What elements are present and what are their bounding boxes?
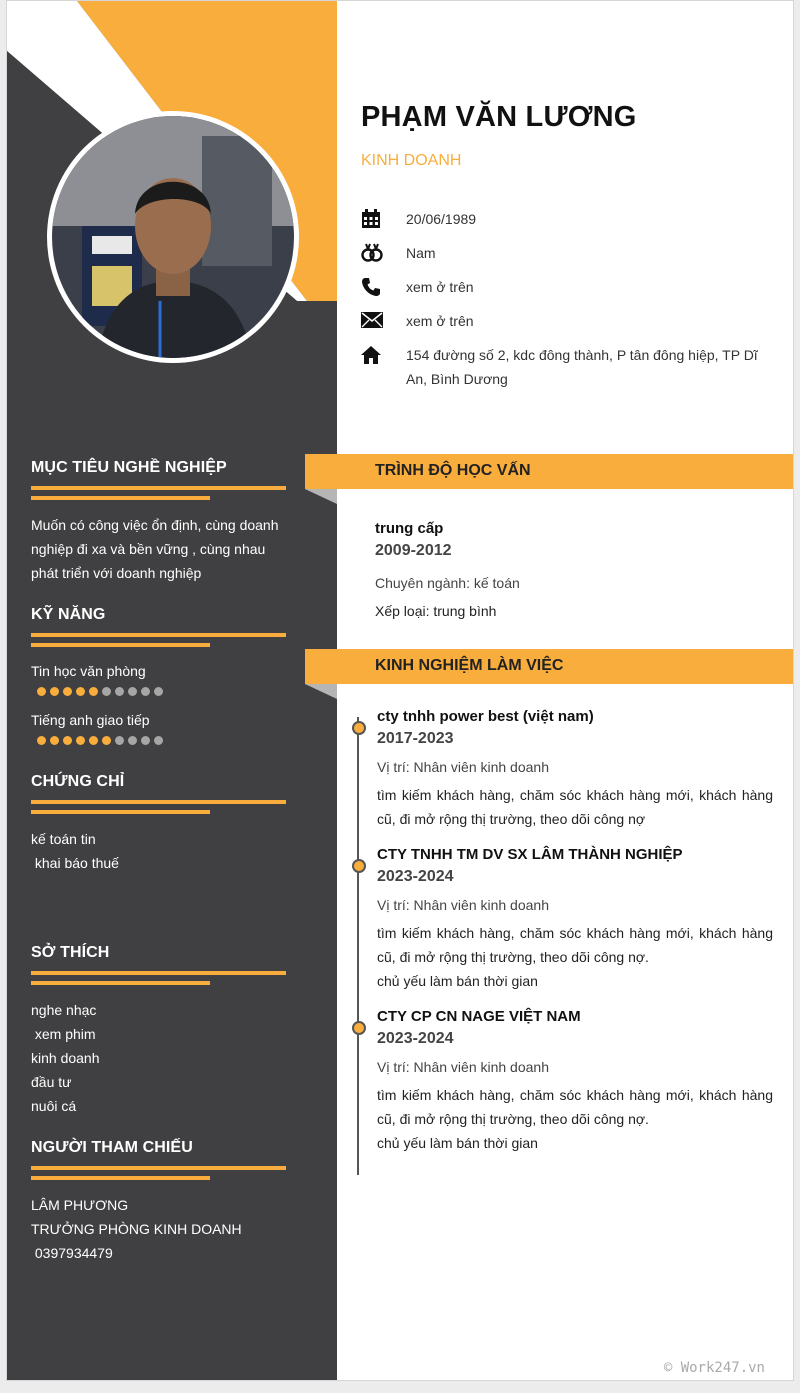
job-description: tìm kiếm khách hàng, chăm sóc khách hàng mới, khách hàng cũ, đi mở rộng thị trường, theo dõi công nợ.: [377, 1087, 773, 1127]
rating-dot-empty: [115, 736, 124, 745]
rating-dot-empty: [128, 736, 137, 745]
objective-section: [31, 459, 287, 585]
job-description: tìm kiếm khách hàng, chăm sóc khách hàng mới, khách hàng cũ, đi mở rộng thị trường, theo dõi công nợ.: [377, 925, 773, 965]
hobby-line: xem phim: [31, 1026, 96, 1042]
objective-text: Muốn có công việc ổn định, cùng doanh nghiệp đi xa và bền vững , cùng nhau phát triển với doanh nghiệp: [31, 517, 279, 581]
education-major: Chuyên ngành: kế toán: [375, 575, 520, 591]
job-entry: [377, 1008, 773, 1155]
job-company: CTY TNHH TM DV SX LÂM THÀNH NGHIỆP: [377, 846, 683, 863]
rating-dot-filled: [63, 736, 72, 745]
job-note: chủ yếu làm bán thời gian: [377, 1135, 538, 1151]
birthdate-value: 20/06/1989: [406, 211, 477, 227]
heading-underline: [31, 971, 286, 975]
education-school: trung cấp: [375, 520, 444, 537]
certificates-section: [31, 773, 287, 875]
heading-underline-short: [31, 1176, 210, 1180]
home-icon: [361, 343, 406, 391]
rating-dot-filled: [76, 736, 85, 745]
job-position: Vị trí: Nhân viên kinh doanh: [377, 1059, 549, 1075]
hobby-line: nuôi cá: [31, 1098, 77, 1114]
heading-underline-short: [31, 810, 210, 814]
address-value: 154 đường số 2, kdc đông thành, P tân đông hiệp, TP Dĩ An, Bình Dương: [406, 347, 758, 387]
heading-fold: [305, 489, 337, 504]
heading-underline: [31, 486, 286, 490]
certificate-line: khai báo thuế: [31, 855, 119, 871]
job-position: Vị trí: Nhân viên kinh doanh: [377, 897, 549, 913]
objective-heading: MỤC TIÊU NGHỀ NGHIỆP: [31, 459, 227, 476]
candidate-title: KINH DOANH: [361, 152, 462, 169]
avatar: [52, 116, 294, 358]
rating-dot-empty: [154, 687, 163, 696]
info-phone: [361, 275, 761, 299]
rating-dot-filled: [37, 687, 46, 696]
info-gender: [361, 241, 761, 265]
timeline-dot: [352, 721, 366, 735]
skill-name: Tiếng anh giao tiếp: [31, 712, 150, 728]
education-heading-bar: [305, 454, 794, 489]
heading-underline-short: [31, 496, 210, 500]
skills-heading: KỸ NĂNG: [31, 606, 106, 623]
references-heading: NGƯỜI THAM CHIẾU: [31, 1139, 193, 1156]
reference-line: LÂM PHƯƠNG: [31, 1197, 129, 1213]
rating-dot-filled: [89, 736, 98, 745]
calendar-icon: [361, 207, 406, 231]
timeline-line: [357, 717, 359, 1175]
timeline-dot: [352, 1021, 366, 1035]
avatar-frame: [47, 111, 299, 363]
job-description: tìm kiếm khách hàng, chăm sóc khách hàng mới, khách hàng cũ, đi mở rộng thị trường, theo dõi công nợ: [377, 787, 773, 827]
rating-dot-empty: [141, 736, 150, 745]
phone-icon: [361, 275, 406, 299]
job-company: cty tnhh power best (việt nam): [377, 708, 594, 725]
rating-dot-empty: [128, 687, 137, 696]
gender-icon: [361, 241, 406, 265]
education-entry: [375, 520, 775, 619]
rating-dot-filled: [63, 687, 72, 696]
rating-dot-empty: [141, 687, 150, 696]
email-value: xem ở trên: [406, 313, 474, 329]
rating-dot-filled: [37, 736, 46, 745]
hobbies-section: [31, 944, 287, 1118]
certificate-line: kế toán tin: [31, 831, 96, 847]
heading-underline: [31, 1166, 286, 1170]
heading-underline: [31, 633, 286, 637]
skill-item: [31, 712, 287, 745]
job-entry: [377, 708, 773, 831]
reference-line: 0397934479: [31, 1245, 113, 1261]
info-birthdate: [361, 207, 761, 231]
heading-underline: [31, 800, 286, 804]
skill-name: Tin học văn phòng: [31, 663, 146, 679]
skills-section: [31, 606, 287, 745]
skill-rating: [31, 687, 287, 696]
gender-value: Nam: [406, 245, 436, 261]
heading-fold: [305, 684, 337, 699]
hobby-line: nghe nhạc: [31, 1002, 97, 1018]
job-years: 2017-2023: [377, 730, 454, 747]
heading-underline-short: [31, 643, 210, 647]
references-section: [31, 1139, 287, 1265]
rating-dot-empty: [154, 736, 163, 745]
hobbies-heading: SỞ THÍCH: [31, 944, 110, 961]
info-email: [361, 309, 761, 333]
phone-value: xem ở trên: [406, 279, 474, 295]
watermark: © Work247.vn: [663, 1360, 765, 1376]
hobby-line: đầu tư: [31, 1074, 72, 1090]
job-years: 2023-2024: [377, 868, 454, 885]
hobby-line: kinh doanh: [31, 1050, 100, 1066]
education-heading: TRÌNH ĐỘ HỌC VẤN: [375, 462, 531, 479]
rating-dot-filled: [102, 736, 111, 745]
rating-dot-filled: [76, 687, 85, 696]
job-position: Vị trí: Nhân viên kinh doanh: [377, 759, 549, 775]
skill-item: [31, 663, 287, 696]
skill-rating: [31, 736, 287, 745]
education-years: 2009-2012: [375, 542, 452, 559]
job-years: 2023-2024: [377, 1030, 454, 1047]
candidate-name: PHẠM VĂN LƯƠNG: [361, 101, 637, 133]
info-address: [361, 343, 761, 391]
experience-heading: KINH NGHIỆM LÀM VIỆC: [375, 657, 564, 674]
experience-heading-bar: [305, 649, 794, 684]
left-column: [7, 1, 337, 1381]
job-note: chủ yếu làm bán thời gian: [377, 973, 538, 989]
rating-dot-empty: [102, 687, 111, 696]
certificates-heading: CHỨNG CHỈ: [31, 773, 125, 790]
rating-dot-filled: [89, 687, 98, 696]
rating-dot-filled: [50, 687, 59, 696]
rating-dot-filled: [50, 736, 59, 745]
job-entry: [377, 846, 773, 993]
cv-page: [6, 0, 794, 1381]
reference-line: TRƯỞNG PHÒNG KINH DOANH: [31, 1221, 242, 1237]
heading-underline-short: [31, 981, 210, 985]
education-grade: Xếp loại: trung bình: [375, 603, 497, 619]
job-company: CTY CP CN NAGE VIỆT NAM: [377, 1008, 581, 1025]
timeline-dot: [352, 859, 366, 873]
avatar-photo: [52, 116, 294, 358]
envelope-icon: [361, 309, 406, 333]
rating-dot-empty: [115, 687, 124, 696]
